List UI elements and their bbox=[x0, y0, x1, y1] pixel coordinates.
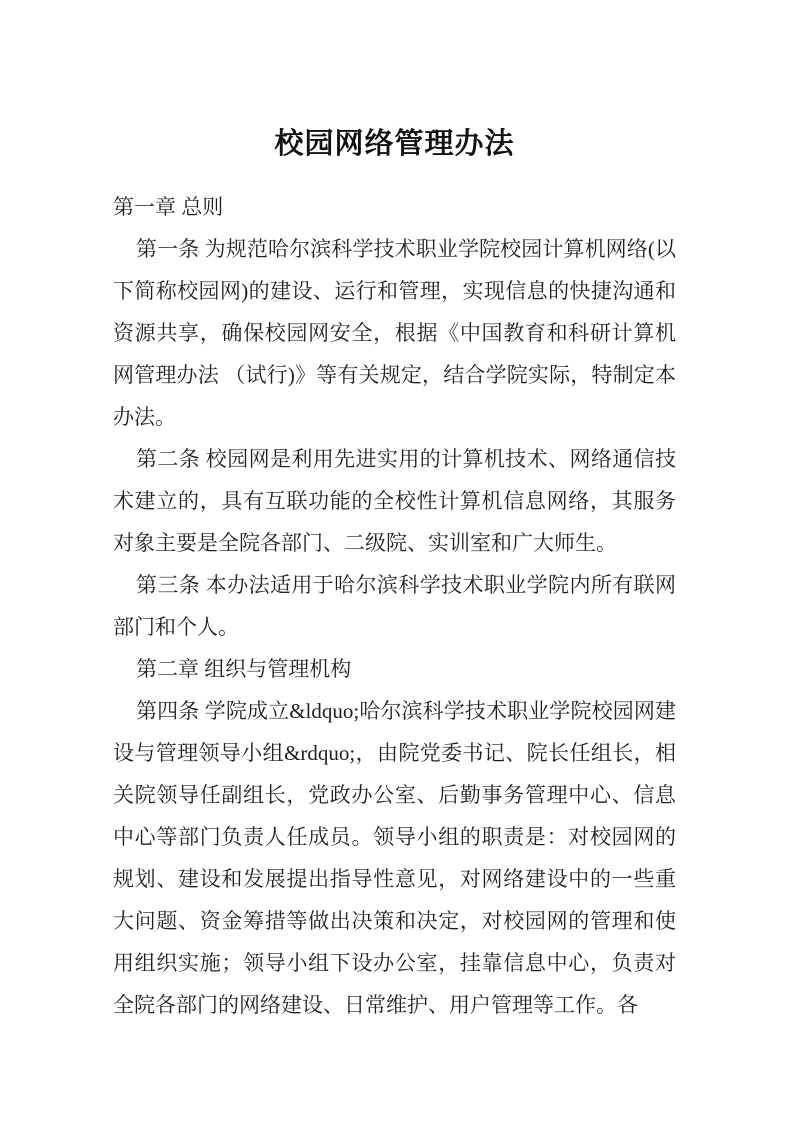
paragraph-article-1: 第一条 为规范哈尔滨科学技术职业学院校园计算机网络(以下简称校园网)的建设、运行和管理，实现信息的快捷沟通和资源共享，确保校园网安全，根据《中国教育和科研计算机网管理办法 （试行)》等有关规定，结合学院实际，特制定本办法。 bbox=[113, 237, 676, 429]
paragraph-article-2: 第二条 校园网是利用先进实用的计算机技术、网络通信技术建立的，具有互联功能的全校性计算机信息网络，其服务对象主要是全院各部门、二级院、实训室和广大师生。 bbox=[113, 447, 676, 555]
paragraph-article-4: 第四条 学院成立&ldquo;哈尔滨科学技术职业学院校园网建设与管理领导小组&rdquo;，由院党委书记、院长任组长，相关院领导任副组长，党政办公室、后勤事务管理中心、信息中心等部门负责人任成员。领导小组的职责是：对校园网的规划、建设和发展提出指导性意见，对网络建设中的一些重大问题、资金筹措等做出决策和决定，对校园网的管理和使用组织实施；领导小组下设办公室，挂靠信息中心，负责对全院各部门的网络建设、日常维护、用户管理等工作。各 bbox=[113, 699, 676, 1017]
paragraph-article-3: 第三条 本办法适用于哈尔滨科学技术职业学院内所有联网部门和个人。 bbox=[113, 573, 676, 639]
paragraph-chapter-1: 第一章 总则 bbox=[113, 195, 224, 219]
document-title: 校园网络管理办法 bbox=[274, 128, 515, 160]
paragraph-chapter-2: 第二章 组织与管理机构 bbox=[136, 657, 352, 681]
